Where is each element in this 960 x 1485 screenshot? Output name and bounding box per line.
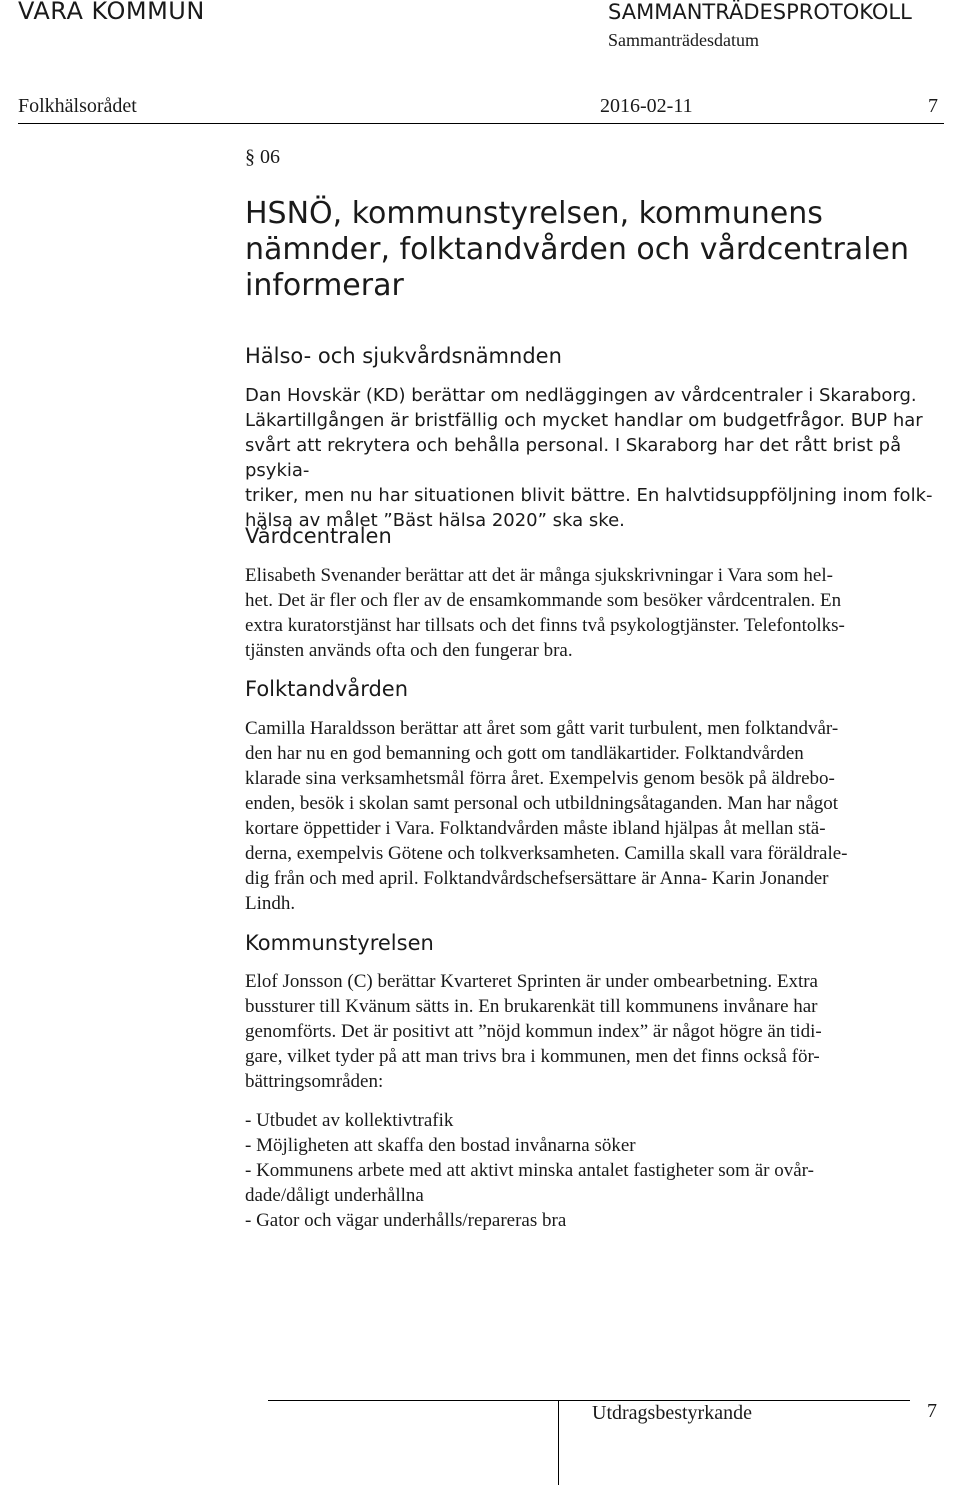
page-title: HSNÖ, kommunstyrelsen, kommunens nämnder, folktandvården och vårdcentralen informerar <box>245 196 909 303</box>
text-line: het. Det är fler och fler av de ensamkommande som besöker vårdcentralen. En <box>245 590 842 611</box>
text-line: klarade sina verksamhetsmål förra året. Exempelvis genom besök på äldrebo- <box>245 768 835 789</box>
text-line: Elisabeth Svenander berättar att det är många sjukskrivningar i Vara som hel- <box>245 565 833 586</box>
section-heading-vardcentralen: Vårdcentralen <box>245 524 392 548</box>
list-item: - Kommunens arbete med att aktivt minska antalet fastigheter som är ovår- <box>245 1160 814 1181</box>
footer-divider <box>268 1400 910 1401</box>
signature-box-divider <box>558 1400 559 1485</box>
committee-name: Folkhälsorådet <box>18 95 137 117</box>
list-item: - Möjligheten att skaffa den bostad invånarna söker <box>245 1135 636 1156</box>
list-item: - Gator och vägar underhålls/repareras bra <box>245 1210 567 1231</box>
improvement-list <box>245 1108 935 1233</box>
text-line: Lindh. <box>245 893 296 914</box>
meeting-date-label: Sammanträdesdatum <box>608 30 759 50</box>
text-line: Dan Hovskär (KD) berättar om nedläggingen av vårdcentraler i Skaraborg. <box>245 385 917 406</box>
text-line: Camilla Haraldsson berättar att året som gått varit turbulent, men folktandvår- <box>245 718 839 739</box>
section-body-folktandvarden <box>245 716 935 916</box>
list-item: dade/dåligt underhållna <box>245 1185 424 1206</box>
section-body-vardcentralen <box>245 563 935 663</box>
certification-label: Utdragsbestyrkande <box>592 1402 752 1424</box>
text-line: extra kuratorstjänst har tillsats och det finns två psykologtjänster. Telefontolks- <box>245 615 845 636</box>
organization-name: VARA KOMMUN <box>18 0 205 25</box>
text-line: bättringsområden: <box>245 1071 384 1092</box>
section-heading-folktandvarden: Folktandvården <box>245 677 409 701</box>
text-line: Läkartillgången är bristfällig och mycket handlar om budgetfrågor. BUP har <box>245 410 923 431</box>
text-line: derna, exempelvis Götene och tolkverksamheten. Camilla skall vara föräldrale- <box>245 843 848 864</box>
text-line: dig från och med april. Folktandvårdschefsersättare är Anna- Karin Jonander <box>245 868 829 889</box>
text-line: hälsa av målet ”Bäst hälsa 2020” ska ske. <box>245 510 625 531</box>
list-item: - Utbudet av kollektivtrafik <box>245 1110 454 1131</box>
section-heading-kommunstyrelsen: Kommunstyrelsen <box>245 931 434 955</box>
text-line: triker, men nu har situationen blivit bättre. En halvtidsuppföljning inom folk- <box>245 485 933 506</box>
paragraph-number: § 06 <box>245 146 280 168</box>
section-body-hsn <box>245 383 935 533</box>
text-line: tjänsten används ofta och den fungerar bra. <box>245 640 573 661</box>
text-line: enden, besök i skolan samt personal och utbildningsåtaganden. Man har något <box>245 793 839 814</box>
text-line: bussturer till Kvänum sätts in. En brukarenkät till kommunens invånare har <box>245 996 818 1017</box>
page-number: 7 <box>928 95 938 117</box>
text-line: den har nu en god bemanning och gott om tandläkartider. Folktandvården <box>245 743 804 764</box>
section-body-kommunstyrelsen <box>245 969 935 1094</box>
text-line: genomförts. Det är positivt att ”nöjd kommun index” är något högre än tidi- <box>245 1021 822 1042</box>
text-line: kortare öppettider i Vara. Folktandvården måste ibland hjälpas åt mellan stä- <box>245 818 826 839</box>
text-line: svårt att rekrytera och behålla personal. I Skaraborg har det rått brist på psykia- <box>245 435 902 481</box>
header-divider <box>18 123 944 124</box>
footer-page-number: 7 <box>927 1400 937 1422</box>
meeting-date: 2016-02-11 <box>600 95 693 117</box>
text-line: gare, vilket tyder på att man trivs bra i kommunen, men det finns också för- <box>245 1046 820 1067</box>
section-heading-hsn: Hälso- och sjukvårdsnämnden <box>245 344 562 368</box>
text-line: Elof Jonsson (C) berättar Kvarteret Sprinten är under ombearbetning. Extra <box>245 971 818 992</box>
document-type: SAMMANTRÄDESPROTOKOLL <box>608 0 912 24</box>
